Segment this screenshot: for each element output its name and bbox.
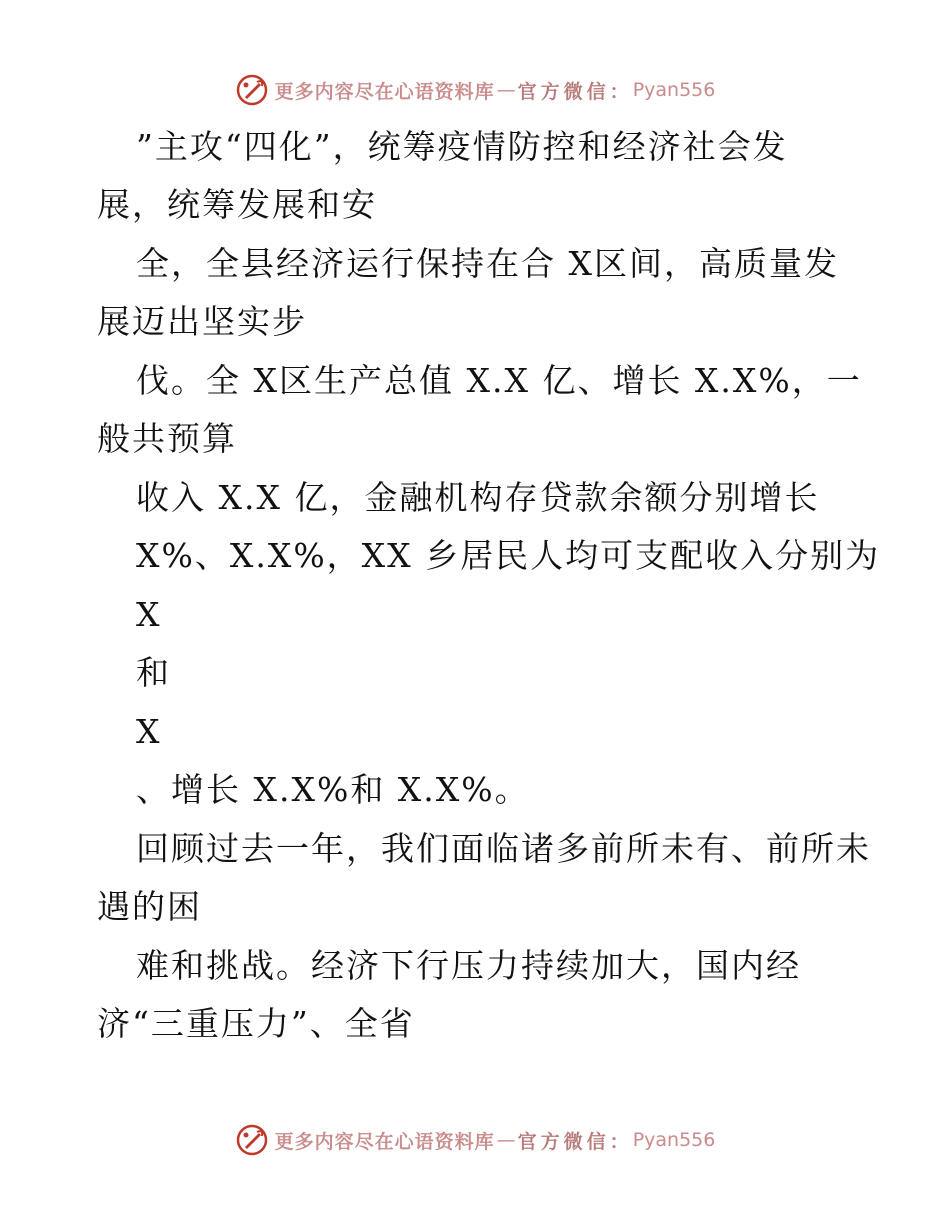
brand-logo-icon	[235, 1123, 269, 1157]
banner-site-text: 更多内容尽在心语资料库	[274, 80, 495, 103]
body-line-9: X	[136, 595, 162, 634]
body-line-11: X	[136, 712, 162, 751]
banner-wechat-id: Pyan556	[632, 1129, 716, 1151]
body-line-14: 遇的困	[97, 887, 202, 926]
body-line-15: 难和挑战。经济下行压力持续加大，国内经	[136, 946, 801, 985]
footer-banner	[0, 1120, 950, 1160]
body-line-12: 、增长 X.X%和 X.X%。	[136, 770, 530, 809]
body-line-6: 般共预算	[97, 419, 237, 458]
body-line-3: 全，全县经济运行保持在合 X区间，高质量发	[136, 244, 839, 283]
body-line-10: 和	[136, 653, 171, 692]
banner-wechat-label: 官方微信：	[517, 80, 633, 103]
banner-site-text: 更多内容尽在心语资料库	[274, 1130, 495, 1153]
banner-wechat-label: 官方微信：	[517, 1130, 633, 1153]
body-line-7: 收入 X.X 亿，金融机构存贷款余额分别增长	[136, 478, 820, 517]
body-line-8: X%、X.X%，XX 乡居民人均可支配收入分别为	[136, 536, 881, 575]
body-line-5: 伐。全 X区生产总值 X.X 亿、增长 X.X%，一	[136, 361, 862, 400]
banner-wechat-id: Pyan556	[632, 79, 716, 101]
banner-separator: —	[496, 1129, 516, 1151]
body-line-2: 展，统筹发展和安	[97, 185, 377, 224]
body-line-16: 济“三重压力”、全省	[97, 1004, 415, 1043]
body-line-1: ”主攻“四化”，统筹疫情防控和经济社会发	[136, 127, 788, 166]
banner-separator: —	[496, 79, 516, 101]
body-line-13: 回顾过去一年，我们面临诸多前所未有、前所未	[136, 829, 871, 868]
body-line-4: 展迈出坚实步	[97, 302, 307, 341]
